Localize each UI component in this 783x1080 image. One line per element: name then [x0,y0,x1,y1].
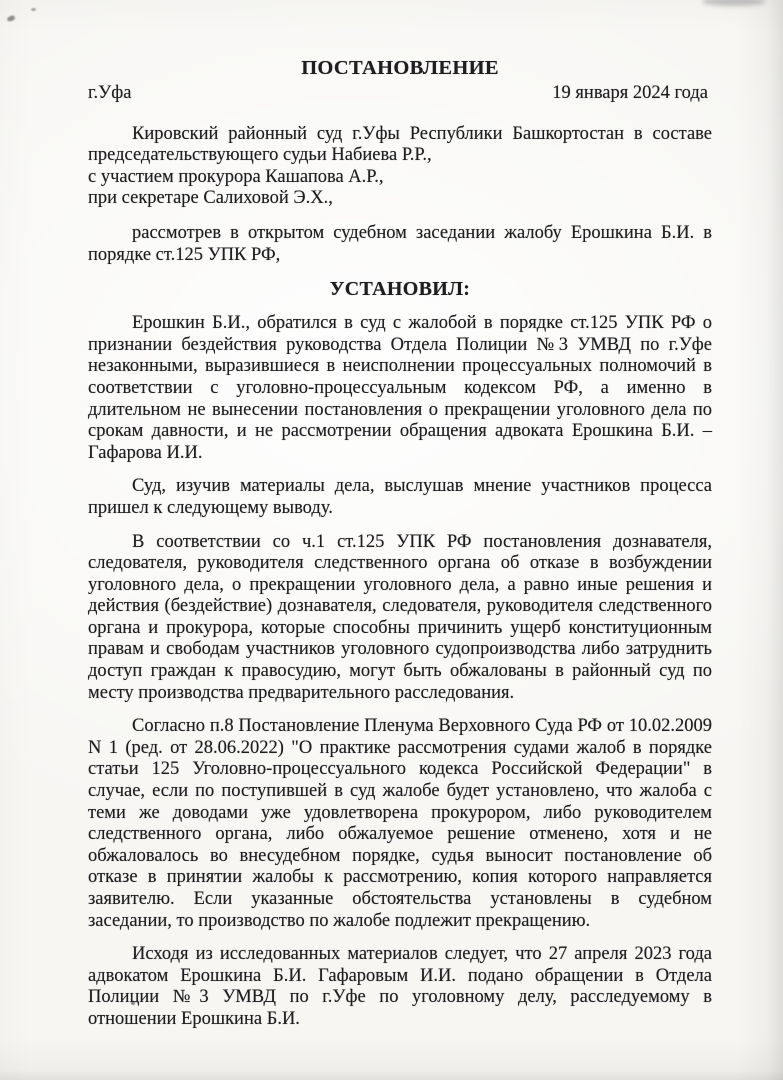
scan-dust-speck [6,15,15,22]
date-label: 19 января 2024 года [552,83,708,103]
court-composition-paragraph: Кировский районный суд г.Уфы Республики Башкортостан в составе председательствующего судьи Набиева Р.Р., [88,123,712,166]
document-content [88,56,712,1031]
scan-edge-smudge [702,0,766,6]
place-label: г.Уфа [88,83,132,103]
dateline [88,83,708,105]
secretary-line: при секретаре Салиховой Э.Х., [88,188,333,209]
body-paragraph-case-materials: Исходя из исследованных материалов следует, что 27 апреля 2023 года адвокатом Ерошкина Б.И. Гафаровым И.И. подано обращении в Отдела Полиции №3 УМВД по г.Уфе по уголовному делу, расследуемому в отношении Ерошкина Б.И. [88,944,712,1029]
prosecutor-line: с участием прокурора Кашапова А.Р., [88,166,384,187]
scan-edge-shadow [0,1070,783,1080]
body-paragraph-law-reference: В соответствии со ч.1 ст.125 УПК РФ постановления дознавателя, следователя, руководителя следственного органа об отказе в возбуждении уголовного дела, о прекращении уголовного дела, а равно иные решения и действия (бездействие) дознавателя, следователя, руководителя следственного органа и прокурора, которые способны причинить ущерб конституционным правам и свободам участников уголовного судопроизводства либо затруднить доступ граждан к правосудию, могут быть обжалованы в районный суд по месту производства предварительного расследования. [88,531,712,703]
body-paragraph-court-conclusion-intro: Суд, изучив материалы дела, выслушав мнение участников процесса пришел к следующему выводу. [88,476,712,518]
body-paragraph-plenum-reference: Согласно п.8 Постановление Пленума Верховного Суда РФ от 10.02.2009 N 1 (ред. от 28.06.2022) "О практике рассмотрения судами жалоб в порядке статьи 125 Уголовно-процессуального кодекса Российской Федерации" в случае, если по поступившей в суд жалобе будет установлено, что жалоба с теми же доводами уже удовлетворена прокурором, либо руководителем следственного органа, либо обжалуемое решение отменено, хотя и не обжаловалось во внесудебном порядке, судья выносит постановление об отказе в принятии жалобы к рассмотрению, копия которого направляется заявителю. Если указанные обстоятельства установлены в судебном заседании, то производство по жалобе подлежит прекращению. [88,716,712,931]
hearing-clause-paragraph: рассмотрев в открытом судебном заседании жалобу Ерошкина Б.И. в порядке ст.125 УПК РФ, [88,222,712,265]
resolution-heading: УСТАНОВИЛ: [329,278,471,301]
scan-edge-shadow [767,0,783,1080]
document-title: ПОСТАНОВЛЕНИЕ [301,57,499,79]
scan-dust-speck [31,8,36,11]
body-paragraph-complaint: Ерошкин Б.И., обратился в суд с жалобой в порядке ст.125 УПК РФ о признании бездействия руководства Отдела Полиции №3 УМВД по г.Уфе незаконными, выразившиеся в неисполнении процессуальных полномочий в соответствии с уголовно-процессуальным кодексом РФ, а именно в длительном не вынесении постановления о прекращении уголовного дела по срокам давности, и не рассмотрении обращения адвоката Ерошкина Б.И. – Гафарова И.И. [88,313,712,463]
